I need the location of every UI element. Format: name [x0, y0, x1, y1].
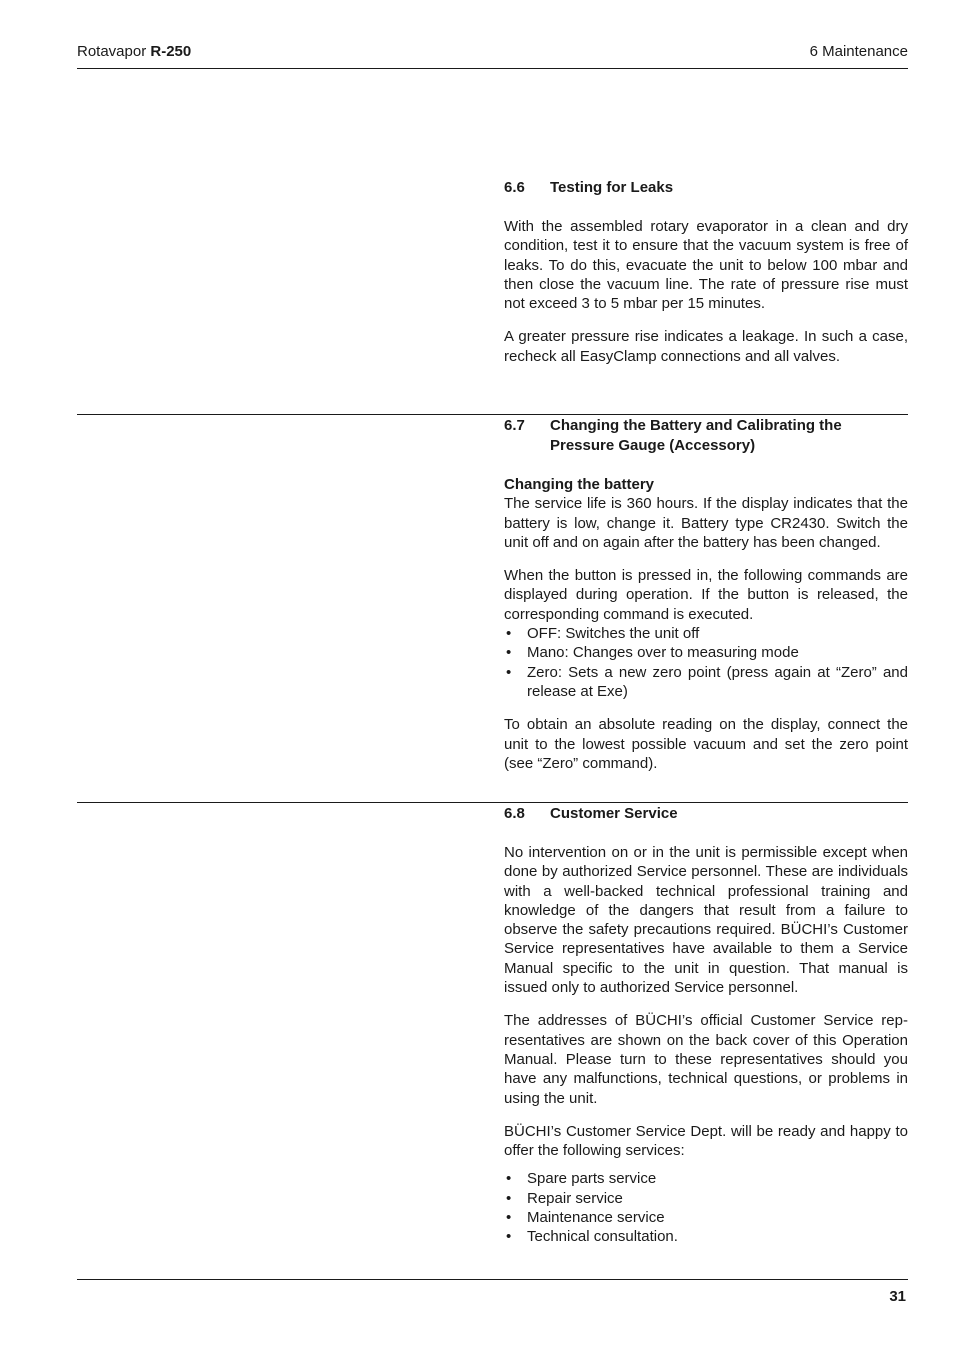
paragraph: When the button is pressed in, the following commands are displayed during operation. If the button is released, the corresponding command is executed.: [504, 567, 908, 623]
section-title: Testing for Leaks: [550, 179, 674, 196]
paragraph: The addresses of BÜCHI’s official Customer Service representatives are shown on the back cover of this Operation Manual. Please turn to these representatives should you have any malfunctions, technical questions, or problems in using the unit.: [504, 1012, 908, 1107]
list-item: • Spare parts service: [504, 1169, 908, 1188]
command-list: [504, 624, 908, 701]
paragraph: A greater pressure rise indicates a leakage. In such a case, recheck all EasyClamp connections and all valves.: [504, 328, 908, 365]
section-title: Customer Service: [550, 805, 678, 822]
subheading: Changing the battery: [504, 476, 655, 493]
product-model: R-250: [150, 43, 192, 60]
section-heading: [504, 178, 908, 198]
paragraph: BÜCHI’s Customer Service Dept. will be ready and happy to offer the following services:: [504, 1122, 908, 1160]
paragraph: No intervention on or in the unit is permissible except when done by authorized Service personnel. These are individuals with a well-backed technical professional training and knowledge of the dangers that result from a failure to observe the safety precautions required. BÜCHI’s Customer Service representatives have available to them a Service Manual specific to the unit in question. That manual is issued only to authorized Service personnel.: [504, 844, 908, 997]
list-item: • Technical consultation.: [504, 1227, 908, 1246]
section-rule: [77, 414, 908, 415]
paragraph: With the assembled rotary evaporator in a clean and dry condition, test it to ensure that the vacuum system is free of leaks. To do this, evacuate the unit to below 100 mbar and then close the vacuum line. The rate of pressure rise must not exceed 3 to 5 mbar per 15 minutes.: [504, 218, 908, 313]
list-item: • Mano: Changes over to measuring mode: [504, 643, 908, 662]
section-6-7: [504, 416, 908, 773]
section-title: Changing the Battery and Calibrating the Pressure Gauge (Accessory): [550, 417, 842, 454]
section-number: 6.8: [504, 805, 525, 822]
services-list: [504, 1169, 908, 1246]
list-item: • Zero: Sets a new zero point (press again at “Zero” and release at Exe): [504, 663, 908, 702]
header-rule: [77, 68, 908, 69]
page-number: 31: [889, 1288, 906, 1305]
list-item: • OFF: Switches the unit off: [504, 624, 908, 643]
running-header-product: [77, 42, 191, 62]
paragraph: The service life is 360 hours. If the display indicates that the battery is low, change it. Battery type CR2430. Switch the unit off and on again after the battery has been changed.: [504, 495, 908, 551]
section-number: 6.7: [504, 417, 525, 434]
footer-rule: [77, 1279, 908, 1280]
section-6-8: [504, 804, 908, 1247]
paragraph: To obtain an absolute reading on the display, connect the unit to the lowest possible vacuum and set the zero point (see “Zero” command).: [504, 716, 908, 772]
product-name: Rotavapor: [77, 43, 147, 60]
section-heading: [504, 804, 908, 824]
section-rule: [77, 802, 908, 803]
list-item: • Repair service: [504, 1189, 908, 1208]
running-header-chapter: 6 Maintenance: [809, 43, 908, 60]
list-item: • Maintenance service: [504, 1208, 908, 1227]
section-heading: [504, 416, 908, 456]
section-number: 6.6: [504, 179, 525, 196]
section-6-6: [504, 178, 908, 366]
